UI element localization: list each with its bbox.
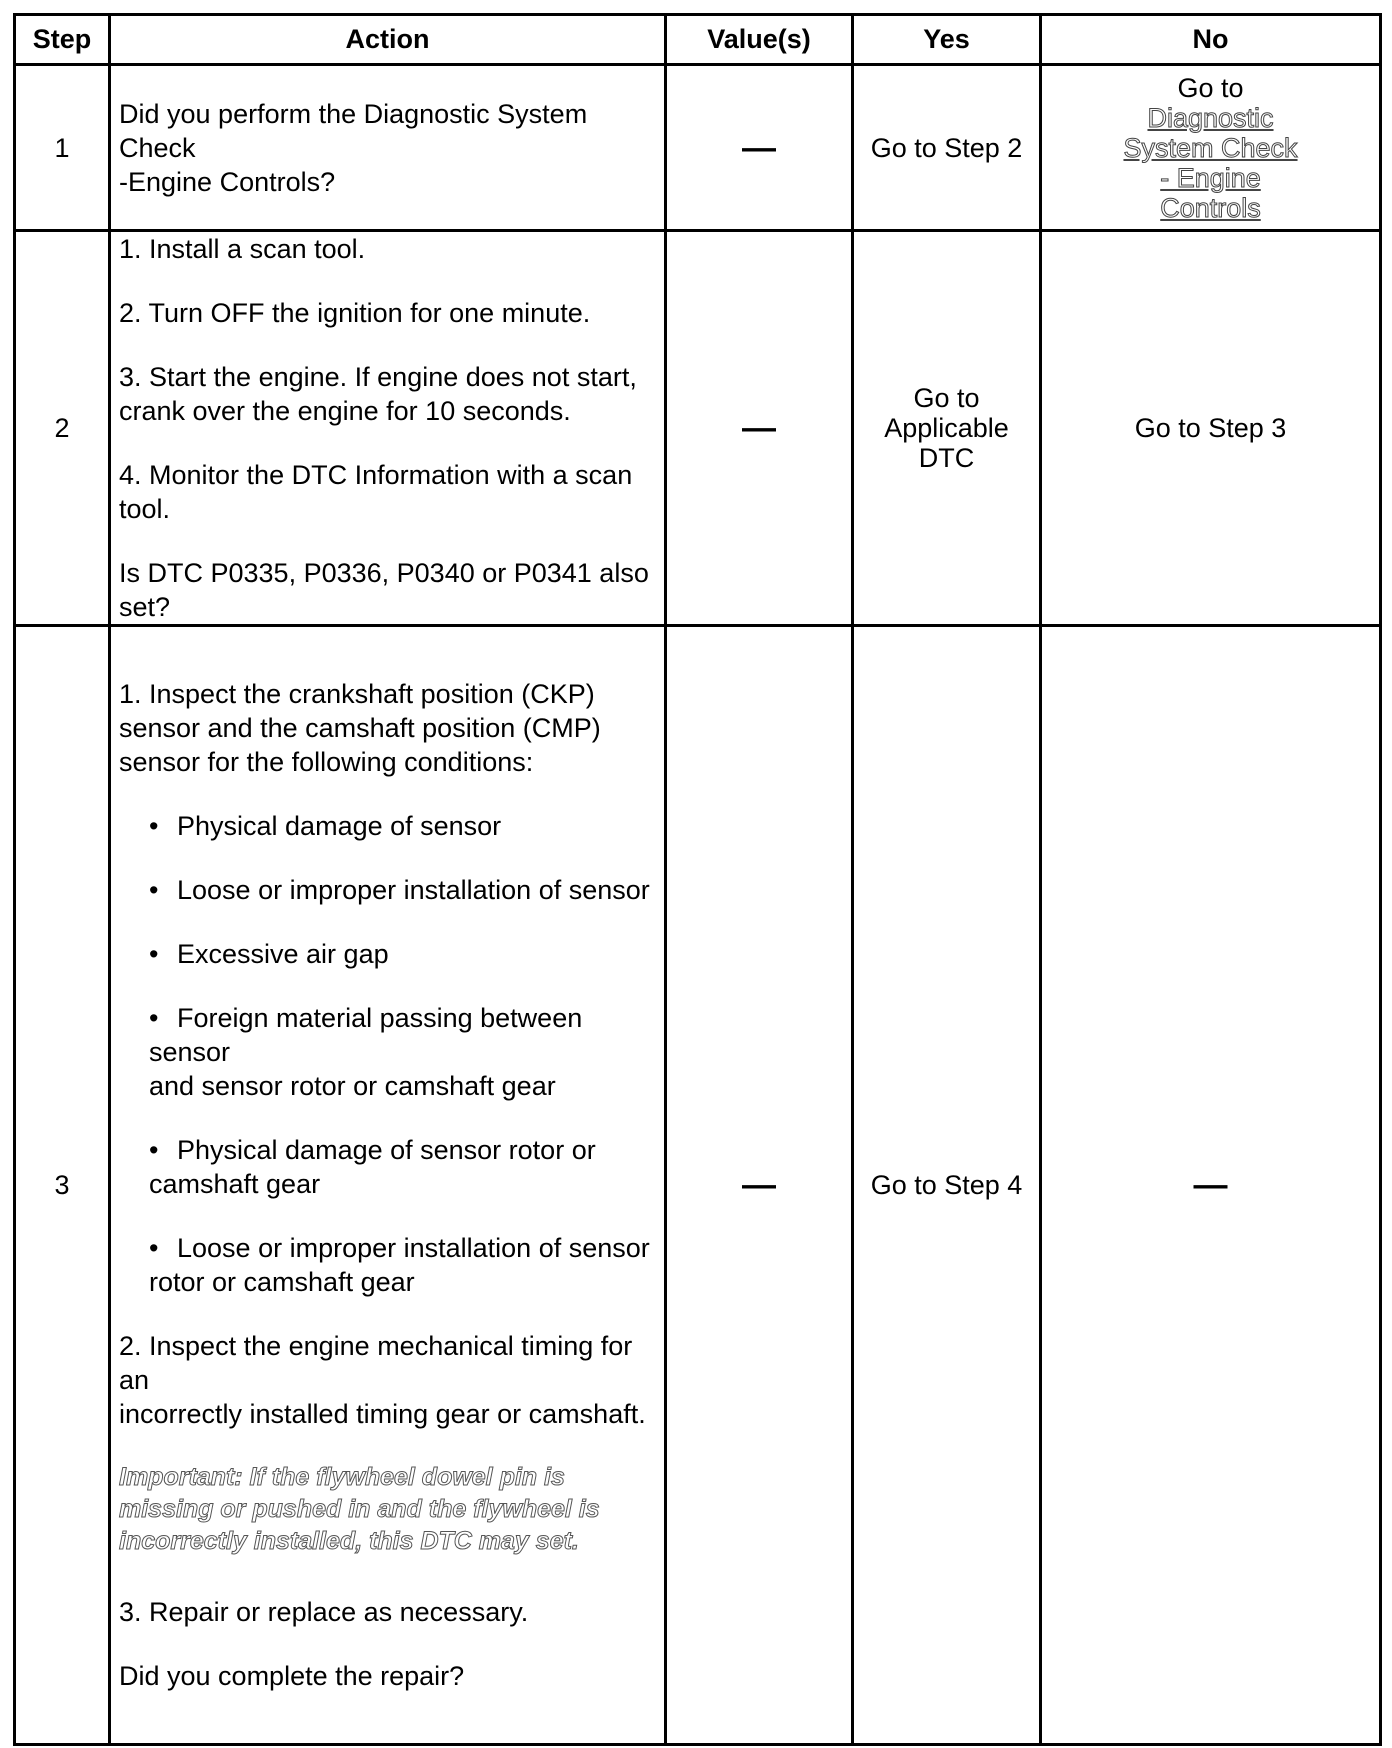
table-row	[15, 65, 1381, 231]
list-item-continued: camshaft gear	[149, 1169, 321, 1199]
list-item-continued: rotor or camshaft gear	[149, 1267, 415, 1297]
header-step: Step	[15, 15, 110, 65]
header-values: Value(s)	[666, 15, 853, 65]
no-cell: Go to Step 3	[1041, 231, 1381, 626]
step-number: 3	[15, 626, 110, 1745]
action-text: crank over the engine for 10 seconds.	[119, 396, 571, 426]
action-cell	[110, 65, 666, 231]
important-note: missing or pushed in and the flywheel is	[119, 1495, 600, 1523]
list-item: • Physical damage of sensor	[149, 811, 502, 841]
action-text: 3. Start the engine. If engine does not start,	[119, 362, 637, 392]
link-line[interactable]: Diagnostic	[1147, 102, 1274, 133]
yes-cell	[853, 231, 1041, 626]
list-item: • Loose or improper installation of sensor	[149, 1233, 650, 1263]
diagnostic-system-check-link[interactable]	[1042, 103, 1379, 223]
header-no: No	[1041, 15, 1381, 65]
values-cell: —	[666, 231, 853, 626]
action-text: Did you perform the Diagnostic System Check	[119, 98, 588, 163]
action-text: 3. Repair or replace as necessary.	[119, 1597, 529, 1627]
action-text: 2. Turn OFF the ignition for one minute.	[119, 298, 591, 328]
values-cell: —	[666, 626, 853, 1745]
action-text: 2. Inspect the engine mechanical timing for an	[119, 1331, 633, 1395]
list-item-continued: and sensor rotor or camshaft gear	[149, 1071, 556, 1101]
yes-line: Applicable	[884, 413, 1009, 443]
yes-cell: Go to Step 2	[853, 65, 1041, 231]
no-cell	[1041, 65, 1381, 231]
action-cell	[110, 231, 666, 626]
list-item: • Loose or improper installation of sensor	[149, 875, 650, 905]
action-text: 1. Install a scan tool.	[119, 234, 366, 264]
question-text: Is DTC P0335, P0336, P0340 or P0341 also	[119, 558, 649, 588]
list-item: • Physical damage of sensor rotor or	[149, 1135, 596, 1165]
action-cell	[110, 626, 666, 1745]
header-row	[15, 15, 1381, 65]
no-cell: —	[1041, 626, 1381, 1745]
step-number: 2	[15, 231, 110, 626]
action-text: incorrectly installed timing gear or camshaft.	[119, 1399, 646, 1429]
list-item: • Foreign material passing between sensor	[149, 1003, 583, 1067]
diagnostic-table	[13, 13, 1382, 1746]
values-cell: —	[666, 65, 853, 231]
no-prefix: Go to	[1177, 72, 1244, 103]
question-text: Did you complete the repair?	[119, 1661, 465, 1691]
link-line[interactable]: System Check	[1123, 132, 1298, 163]
action-text: sensor and the camshaft position (CMP)	[119, 713, 601, 743]
yes-line: DTC	[918, 443, 975, 473]
link-line[interactable]: - Engine	[1160, 162, 1261, 193]
important-note: incorrectly installed, this DTC may set.	[119, 1527, 579, 1555]
action-text: 4. Monitor the DTC Information with a scan	[119, 460, 633, 490]
yes-line: Go to	[913, 383, 980, 413]
header-yes: Yes	[853, 15, 1041, 65]
action-text: 1. Inspect the crankshaft position (CKP)	[119, 679, 595, 709]
table-row	[15, 626, 1381, 1745]
action-text: -Engine Controls?	[119, 166, 336, 197]
action-text: sensor for the following conditions:	[119, 747, 534, 777]
list-item: • Excessive air gap	[149, 939, 389, 969]
step-number: 1	[15, 65, 110, 231]
question-text: set?	[119, 592, 171, 622]
important-note: Important: If the flywheel dowel pin is	[119, 1463, 565, 1491]
header-action: Action	[110, 15, 666, 65]
link-line[interactable]: Controls	[1160, 192, 1261, 223]
action-text: tool.	[119, 494, 171, 524]
yes-cell: Go to Step 4	[853, 626, 1041, 1745]
table-row	[15, 231, 1381, 626]
